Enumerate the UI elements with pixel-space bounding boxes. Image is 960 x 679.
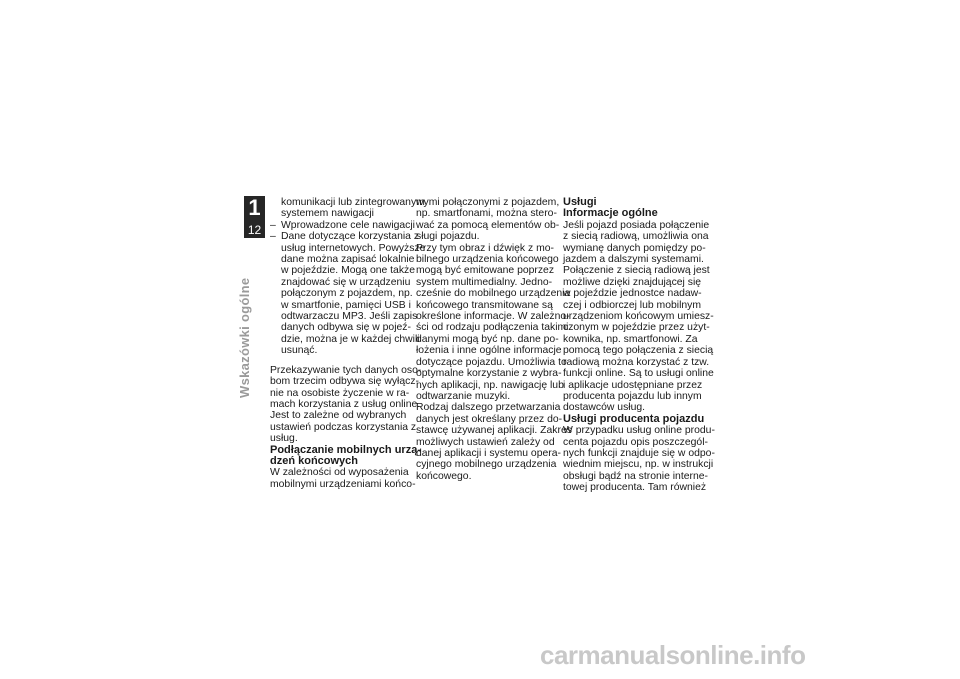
text-line: Przy tym obraz i dźwięk z mo- bbox=[416, 242, 554, 254]
text-line: dane można zapisać lokalnie bbox=[281, 254, 415, 266]
paragraph bbox=[563, 219, 714, 414]
text-line: bom trzecim odbywa się wyłącz- bbox=[270, 376, 419, 388]
list-item bbox=[270, 231, 426, 357]
watermark-footer: carmanualsonline.info bbox=[540, 640, 806, 670]
text-line: W zależności od wyposażenia bbox=[270, 467, 409, 479]
text-line: w pojeździe jednostce nadaw- bbox=[563, 288, 702, 300]
text-line: w smartfonie, pamięci USB i bbox=[281, 299, 411, 311]
text-line: danymi mogą być np. dane po- bbox=[416, 333, 559, 345]
text-line: towej producenta. Tam również bbox=[563, 482, 707, 494]
text-line: danej aplikacji i systemu opera- bbox=[416, 447, 561, 459]
text-line: usług. bbox=[270, 433, 298, 445]
text-line: centa pojazdu opis poszczegól- bbox=[563, 436, 708, 448]
paragraph bbox=[563, 425, 715, 494]
text-line: usunąć. bbox=[281, 345, 318, 357]
section-heading bbox=[270, 443, 421, 468]
text-line: końcowego transmitowane są bbox=[416, 299, 553, 311]
text-line: i aplikacje udostępniane przez bbox=[563, 379, 703, 391]
text-line: mobilnymi urządzeniami końco- bbox=[270, 478, 416, 490]
text-line: czonym w pojeździe przez użyt- bbox=[563, 322, 710, 334]
text-line: ustawień podczas korzystania z bbox=[270, 421, 417, 433]
text-line: jazdem a dalszymi systemami. bbox=[563, 254, 704, 266]
text-line: Rodzaj dalszego przetwarzania bbox=[416, 402, 561, 414]
text-line: – Dane dotyczące korzystania z bbox=[270, 231, 410, 242]
chapter-title: Wskazówki ogólne bbox=[237, 277, 252, 398]
text-line: np. smartfonami, można stero- bbox=[416, 208, 557, 220]
chapter-tab bbox=[244, 196, 265, 238]
text-line: mogą być emitowane poprzez bbox=[416, 265, 555, 277]
text-line: sługi pojazdu. bbox=[416, 231, 480, 243]
text-line: możliwych ustawień zależy od bbox=[416, 436, 555, 448]
text-line: łożenia i inne ogólne informacje bbox=[416, 345, 562, 357]
text-line: czej i odbiorczej lub mobilnym bbox=[563, 299, 702, 311]
section-heading: Usługi bbox=[563, 196, 597, 208]
column-1 bbox=[270, 197, 426, 490]
text-line: wać za pomocą elementów ob- bbox=[416, 219, 560, 231]
text-line: dotyczące pojazdu. Umożliwia to bbox=[416, 356, 567, 368]
heading-line: Podłączanie mobilnych urzą- bbox=[270, 443, 421, 456]
text-line: radiową można korzystać z tzw. bbox=[563, 356, 710, 368]
text-line: wymi połączonymi z pojazdem, bbox=[416, 197, 560, 208]
text-line: dzie, można je w każdej chwili bbox=[281, 333, 420, 345]
text-line: komunikacji lub zintegrowanym bbox=[281, 197, 425, 208]
text-line: urządzeniom końcowym umiesz- bbox=[563, 311, 714, 323]
column-3 bbox=[563, 196, 715, 494]
text-line: cześnie do mobilnego urządzenia bbox=[416, 288, 571, 300]
page-number: 12 bbox=[247, 223, 262, 237]
text-line: w pojeździe. Mogą one także bbox=[281, 265, 416, 277]
text-line: odtwarzanie muzyki. bbox=[416, 390, 511, 402]
text-line: producenta pojazdu lub innym bbox=[563, 390, 702, 402]
text-line: Połączenie z siecią radiową jest bbox=[563, 265, 710, 277]
text-line: odtwarzaczu MP3. Jeśli zapis bbox=[281, 311, 418, 323]
text-line: pomocą tego połączenia z siecią bbox=[563, 345, 714, 357]
text-line: mach korzystania z usług online. bbox=[270, 398, 421, 410]
text-line: z siecią radiową, umożliwia ona bbox=[563, 231, 709, 243]
text-line: kownika, np. smartfonowi. Za bbox=[563, 333, 698, 345]
text-line: określone informacje. W zależno- bbox=[416, 311, 570, 323]
text-line: stawcę używanej aplikacji. Zakres bbox=[416, 425, 572, 437]
text-line: nych funkcji znajduje się w odpo- bbox=[563, 447, 715, 459]
text-line: bilnego urządzenia końcowego bbox=[416, 254, 559, 266]
paragraph bbox=[270, 467, 416, 490]
column-2 bbox=[416, 197, 572, 482]
subsection-heading: Usługi producenta pojazdu bbox=[563, 412, 705, 425]
text-line: W przypadku usług online produ- bbox=[563, 425, 715, 437]
text-line: optymalne korzystanie z wybra- bbox=[416, 368, 562, 380]
text-line: system multimedialny. Jedno- bbox=[416, 276, 553, 288]
list-item bbox=[270, 219, 415, 231]
text-line: ści od rodzaju podłączenia takimi bbox=[416, 322, 569, 334]
text-line: wiednim miejscu, np. w instrukcji bbox=[563, 459, 714, 471]
text-line: znajdować się w urządzeniu bbox=[281, 276, 411, 288]
text-line: – Wprowadzone cele nawigacji bbox=[270, 220, 410, 231]
text-line: końcowego. bbox=[416, 470, 472, 482]
paragraph bbox=[270, 364, 422, 445]
text-line: nych aplikacji, np. nawigację lub bbox=[416, 379, 564, 391]
text-line: wymianę danych pomiędzy po- bbox=[563, 242, 706, 254]
text-line: usług internetowych. Powyższe bbox=[281, 242, 426, 254]
text-line: danych odbywa się w pojeź- bbox=[281, 322, 411, 334]
text-line: obsługi bądź na stronie interne- bbox=[563, 470, 708, 482]
paragraph bbox=[416, 197, 572, 482]
chapter-number: 1 bbox=[248, 195, 261, 220]
text-line: danych jest określany przez do- bbox=[416, 413, 563, 425]
text-line: możliwe dzięki znajdującej się bbox=[563, 276, 702, 288]
heading-line: dzeń końcowych bbox=[270, 454, 359, 467]
text-line: Przekazywanie tych danych oso- bbox=[270, 364, 422, 376]
text-line: systemem nawigacji bbox=[281, 208, 374, 220]
text-line: nie na osobiste życzenie w ra- bbox=[270, 387, 410, 399]
text-line: połączonym z pojazdem, np. bbox=[281, 288, 413, 300]
text-line: Jest to zależne od wybranych bbox=[270, 410, 407, 422]
list-item bbox=[270, 197, 425, 220]
text-line: funkcji online. Są to usługi online bbox=[563, 368, 714, 380]
text-line: dostawców usług. bbox=[563, 402, 646, 414]
subsection-heading: Informacje ogólne bbox=[563, 207, 658, 220]
text-line: cyjnego mobilnego urządzenia bbox=[416, 459, 557, 471]
text-line: Jeśli pojazd posiada połączenie bbox=[563, 219, 710, 231]
